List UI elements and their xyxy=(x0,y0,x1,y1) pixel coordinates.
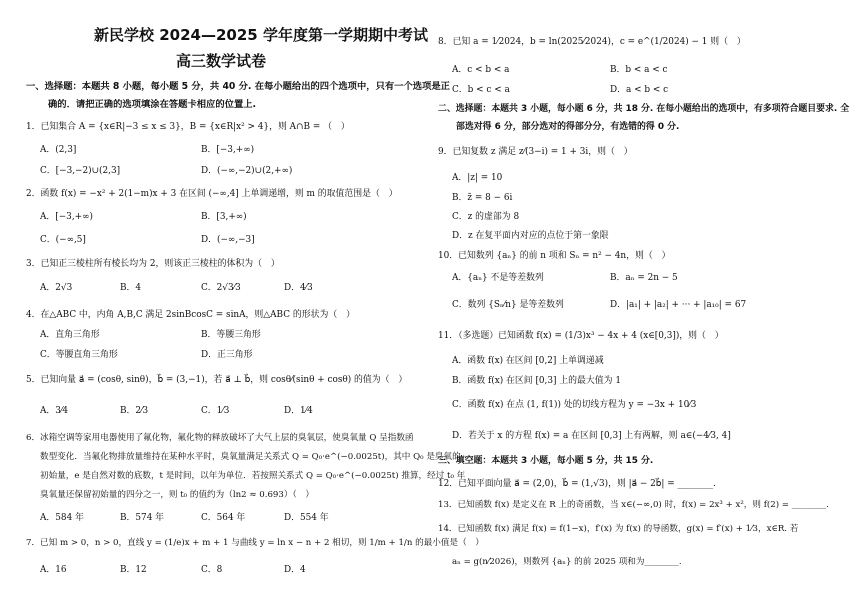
question-8-option-a: A．c < b < a xyxy=(452,65,510,75)
question-10-option-b: B．aₙ = 2n − 5 xyxy=(610,273,678,283)
question-3-option-b: B．4 xyxy=(120,283,142,293)
question-7-stem: 7．已知 m > 0，n > 0，直线 y = (1/e)x + m + 1 与曲线 y = ln x − n + 2 相切，则 1/m + 1/n 的最小值是（ ） xyxy=(26,538,484,548)
question-11-stem: 11．（多选题）已知函数 f(x) = (1/3)x³ − 4x + 4 (x∈[0,3])，则（ ） xyxy=(438,331,724,341)
question-5-stem: 5．已知向量 a⃗ = (cosθ, sinθ)，b⃗ = (3,−1)，若 a⃗ ⊥ b⃗，则 cosθ⁄(sinθ + cosθ) 的值为（ ） xyxy=(26,375,408,385)
question-4-option-d: D．正三角形 xyxy=(201,350,253,360)
question-6-option-c: C．564 年 xyxy=(201,513,246,523)
question-13-stem: 13．已知函数 f(x) 是定义在 R 上的奇函数，当 x∈(−∞,0) 时，f(x) = 2x³ + x²，则 f(2) = ________. xyxy=(438,500,829,510)
question-3-option-c: C．2√3⁄3 xyxy=(201,283,241,293)
question-10-option-d: D．|a₁| + |a₂| + ··· + |a₁₀| = 67 xyxy=(610,300,747,310)
question-2-stem: 2．函数 f(x) = −x² + 2(1−m)x + 3 在区间 (−∞,4] 上单调递增，则 m 的取值范围是（ ） xyxy=(26,189,398,199)
question-8-option-d: D．a < b < c xyxy=(610,85,669,95)
question-11-option-a: A．函数 f(x) 在区间 [0,2] 上单调递减 xyxy=(452,356,604,366)
question-7-option-c: C．8 xyxy=(201,565,223,575)
question-2-option-d: D．(−∞,−3] xyxy=(201,235,255,245)
question-9-option-b: B．z̄ = 8 − 6i xyxy=(452,193,513,203)
question-10-option-a: A．{aₙ} 不是等差数列 xyxy=(452,273,544,283)
exam-subtitle: 高三数学试卷 xyxy=(176,52,267,70)
question-6-stem-line2: 数型变化．当氟化物排放量维持在某种水平时，臭氧量满足关系式 Q = Q₀·e^(−0.0025t)，其中 Q₀ 是臭氧的 xyxy=(40,452,461,462)
question-3-stem: 3．已知正三棱柱所有棱长均为 2，则该正三棱柱的体积为（ ） xyxy=(26,259,280,269)
question-5-option-a: A．3⁄4 xyxy=(40,406,69,416)
question-7-option-d: D．4 xyxy=(284,565,306,575)
exam-title: 新民学校 2024—2025 学年度第一学期期中考试 xyxy=(94,26,428,44)
question-5-option-b: B．2⁄3 xyxy=(120,406,149,416)
section1-heading: 一、选择题：本题共 8 小题，每小题 5 分，共 40 分. 在每小题给出的四个选项中，只有一个选项是正 xyxy=(26,81,450,92)
question-14-line2: aₙ = g(n⁄2026)，则数列 {aₙ} 的前 2025 项和为________. xyxy=(452,557,682,567)
question-6-stem-line3: 初始量，e 是自然对数的底数，t 是时间，以年为单位．若按照关系式 Q = Q₀·e^(−0.0025t) 推算，经过 t₀ 年 xyxy=(40,471,466,481)
section3-heading: 三、填空题：本题共 3 小题，每小题 5 分，共 15 分. xyxy=(438,456,654,466)
question-4-option-c: C．等腰直角三角形 xyxy=(40,350,118,360)
question-11-option-b: B．函数 f(x) 在区间 [0,3] 上的最大值为 1 xyxy=(452,376,622,386)
question-11-option-d: D．若关于 x 的方程 f(x) = a 在区间 [0,3] 上有两解，则 a∈(−4⁄3, 4] xyxy=(452,431,731,441)
question-5-option-d: D．1⁄4 xyxy=(284,406,313,416)
question-10-option-c: C．数列 {Sₙ⁄n} 是等差数列 xyxy=(452,300,564,310)
question-6-option-b: B．574 年 xyxy=(120,513,165,523)
question-10-stem: 10．已知数列 {aₙ} 的前 n 项和 Sₙ = n² − 4n，则（ ） xyxy=(438,251,671,261)
question-6-stem-line4: 臭氧量还保留初始量的四分之一，则 t₀ 的值约为（ln2 ≈ 0.693）（ ） xyxy=(40,490,314,500)
question-8-stem: 8．已知 a = 1⁄2024，b = ln(2025⁄2024)，c = e^(1/2024) − 1 则（ ） xyxy=(438,37,746,47)
question-5-option-c: C．1⁄3 xyxy=(201,406,230,416)
question-11-option-c: C．函数 f(x) 在点 (1, f(1)) 处的切线方程为 y = −3x + 10⁄3 xyxy=(452,400,697,410)
question-14-line1: 14．已知函数 f(x) 满足 f(x) = f(1−x)，f′(x) 为 f(x) 的导函数，g(x) = f′(x) + 1⁄3，x∈R. 若 xyxy=(438,524,799,534)
question-6-option-a: A．584 年 xyxy=(40,513,84,523)
question-2-option-a: A．[−3,+∞) xyxy=(40,212,93,222)
question-6-option-d: D．554 年 xyxy=(284,513,329,523)
question-12-stem: 12．已知平面向量 a⃗ = (2,0)，b⃗ = (1,√3)，则 |a⃗ − 2b⃗| = ________. xyxy=(438,479,716,489)
question-1-option-a: A．(2,3] xyxy=(40,145,77,155)
question-9-stem: 9．已知复数 z 满足 z⁄(3−i) = 1 + 3i，则（ ） xyxy=(438,147,633,157)
question-9-option-a: A．|z| = 10 xyxy=(452,173,503,183)
question-8-option-c: C．b < c < a xyxy=(452,85,510,95)
section2-heading-cont: 部选对得 6 分，部分选对的得部分分，有选错的得 0 分. xyxy=(456,122,680,132)
question-6-stem-line1: 6．冰箱空调等家用电器使用了氟化物，氟化物的释放破坏了大气上层的臭氧层，使臭氧量 Q 呈指数函 xyxy=(26,433,414,443)
question-7-option-b: B．12 xyxy=(120,565,147,575)
question-1-option-d: D．(−∞,−2)∪(2,+∞) xyxy=(201,166,293,176)
question-8-option-b: B．b < a < c xyxy=(610,65,668,75)
question-9-option-c: C．z 的虚部为 8 xyxy=(452,212,520,222)
question-4-stem: 4．在△ABC 中，内角 A,B,C 满足 2sinBcosC = sinA，则△ABC 的形状为（ ） xyxy=(26,310,355,320)
question-4-option-a: A．直角三角形 xyxy=(40,330,100,340)
section1-heading-cont: 确的．请把正确的选项填涂在答题卡相应的位置上. xyxy=(48,99,257,110)
question-9-option-d: D．z 在复平面内对应的点位于第一象限 xyxy=(452,231,609,241)
question-4-option-b: B．等腰三角形 xyxy=(201,330,261,340)
question-2-option-b: B．[3,+∞) xyxy=(201,212,247,222)
section2-heading: 二、选择题：本题共 3 小题，每小题 6 分，共 18 分. 在每小题给出的选项中，有多项符合题目要求. 全 xyxy=(438,104,850,114)
question-1-option-c: C．[−3,−2)∪(2,3] xyxy=(40,166,121,176)
question-2-option-c: C．(−∞,5] xyxy=(40,235,86,245)
question-1-stem: 1．已知集合 A = {x∈R|−3 ≤ x ≤ 3}，B = {x∈R|x² > 4}，则 A∩B = （ ） xyxy=(26,122,350,132)
question-7-option-a: A．16 xyxy=(40,565,67,575)
question-3-option-a: A．2√3 xyxy=(40,283,73,293)
question-3-option-d: D．4⁄3 xyxy=(284,283,313,293)
question-1-option-b: B．[−3,+∞) xyxy=(201,145,255,155)
